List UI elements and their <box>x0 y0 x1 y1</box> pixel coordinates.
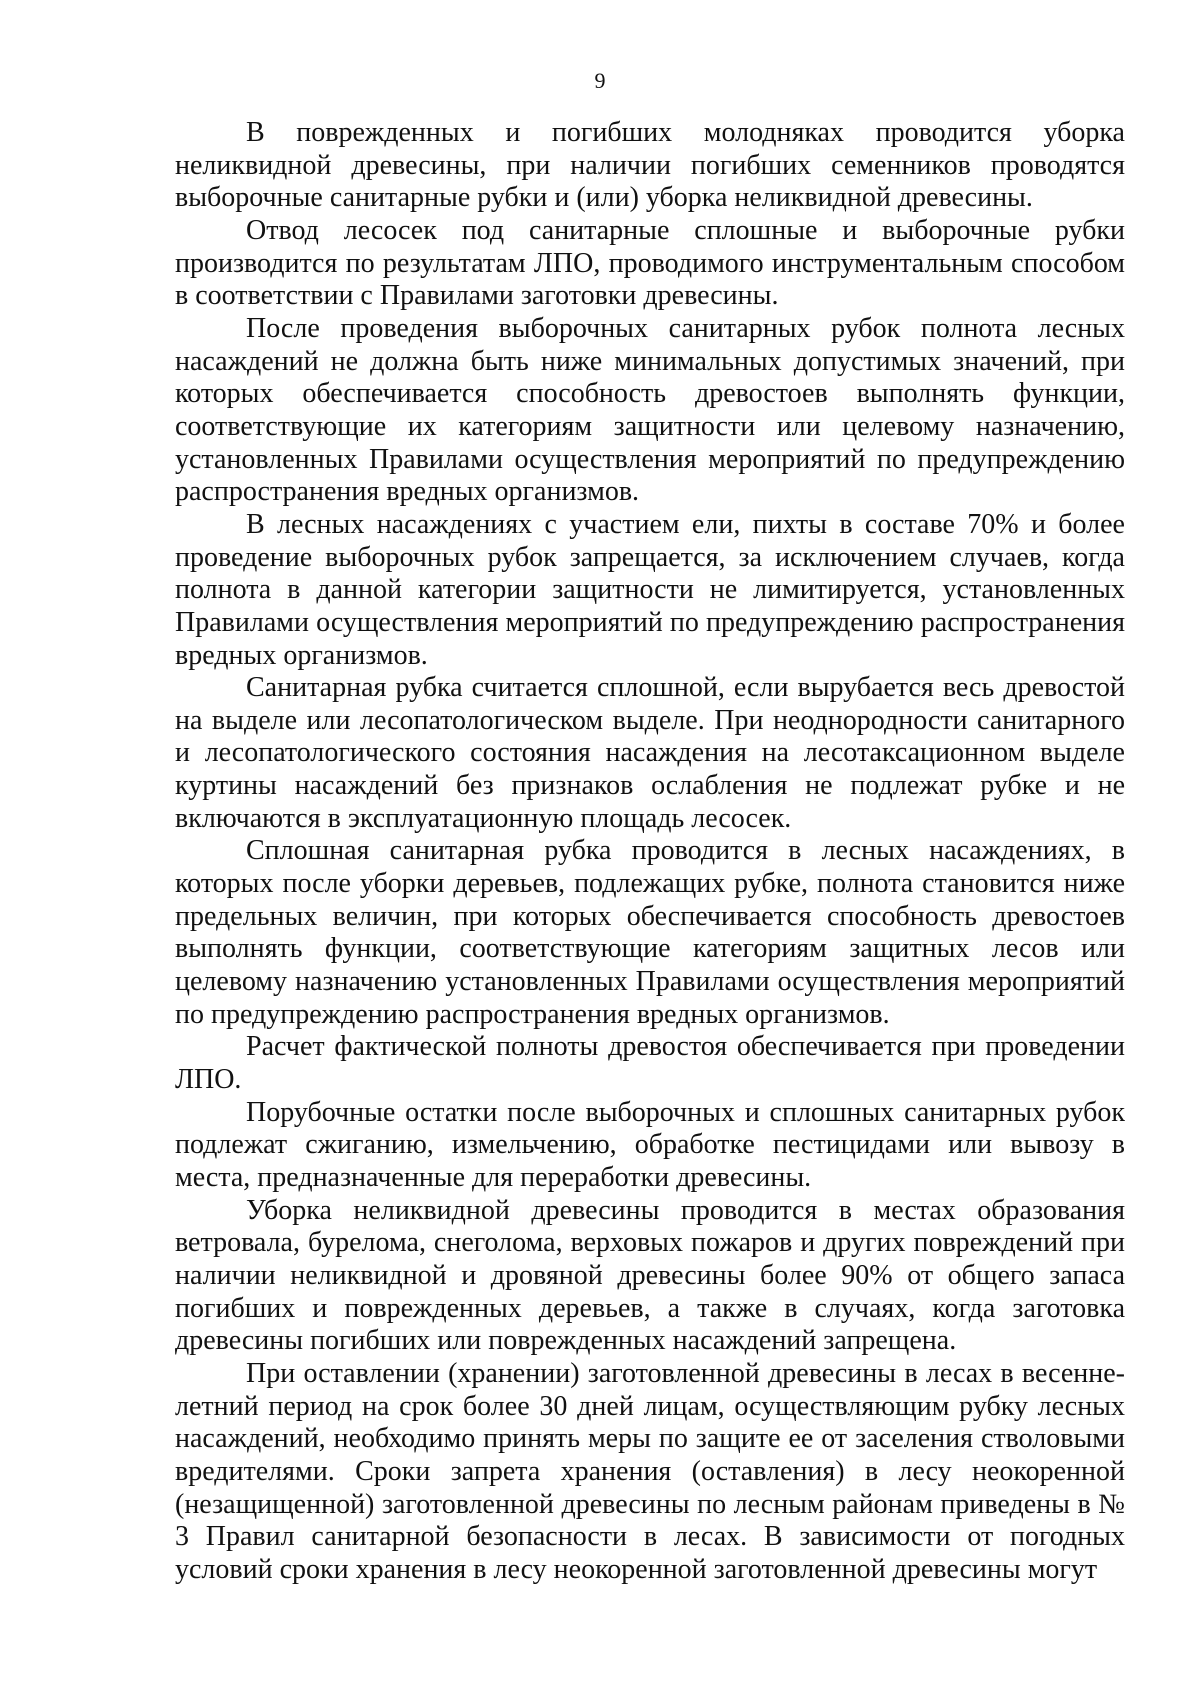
paragraph-7: Расчет фактической полноты древостоя обеспечивается при проведении ЛПО. <box>175 1031 1125 1096</box>
paragraph-5: Санитарная рубка считается сплошной, если вырубается весь древостой на выделе или лесопатологическом выделе. При неоднородности санитарного и лесопатологического состояния насаждения на лесотаксационном выделе куртины насаждений без признаков ослабления не подлежат рубке и не включаются в эксплуатационную площадь лесосек. <box>175 672 1125 834</box>
paragraph-4: В лесных насаждениях с участием ели, пихты в составе 70% и более проведение выборочных рубок запрещается, за исключением случаев, когда полнота в данной категории защитности не лимитируется, установленных Правилами осуществления мероприятий по предупреждению распространения вредных организмов. <box>175 508 1125 671</box>
paragraph-3: После проведения выборочных санитарных рубок полнота лесных насаждений не должна быть ниже минимальных допустимых значений, при которых обеспечивается способность древостоев выполнять функции, соответствующие их категориям защитности или целевому назначению, установленных Правилами осуществления мероприятий по предупреждению распространения вредных организмов. <box>175 312 1125 508</box>
page-number: 9 <box>594 68 606 93</box>
paragraph-1: В поврежденных и погибших молодняках проводится уборка неликвидной древесины, при наличии погибших семенников проводятся выборочные санитарные рубки и (или) уборка неликвидной древесины. <box>175 117 1125 214</box>
paragraph-9: Уборка неликвидной древесины проводится в местах образования ветровала, бурелома, снеголома, верховых пожаров и других повреждений при наличии неликвидной и дровяной древесины более 90% от общего запаса погибших и поврежденных деревьев, а также в случаях, когда заготовка древесины погибших или поврежденных насаждений запрещена. <box>175 1194 1125 1357</box>
paragraph-2: Отвод лесосек под санитарные сплошные и выборочные рубки производится по результатам ЛПО, проводимого инструментальным способом в соответствии с Правилами заготовки древесины. <box>175 214 1125 312</box>
paragraph-8: Порубочные остатки после выборочных и сплошных санитарных рубок подлежат сжиганию, измельчению, обработке пестицидами или вывозу в места, предназначенные для переработки древесины. <box>175 1096 1125 1193</box>
paragraph-6: Сплошная санитарная рубка проводится в лесных насаждениях, в которых после уборки деревьев, подлежащих рубке, полнота становится ниже предельных величин, при которых обеспечивается способность древостоев выполнять функции, соответствующие категориям защитных лесов или целевому назначению установленных Правилами осуществления мероприятий по предупреждению распространения вредных организмов. <box>175 835 1125 1030</box>
body-text <box>175 117 1125 1587</box>
paragraph-10: При оставлении (хранении) заготовленной древесины в лесах в весенне-летний период на срок более 30 дней лицам, осуществляющим рубку лесных насаждений, необходимо принять меры по защите ее от заселения стволовыми вредителями. Сроки запрета хранения (оставления) в лесу неокоренной (незащищенной) заготовленной древесины по лесным районам приведены в № 3 Правил санитарной безопасности в лесах. В зависимости от погодных условий сроки хранения в лесу неокоренной заготовленной древесины могут <box>175 1357 1125 1585</box>
